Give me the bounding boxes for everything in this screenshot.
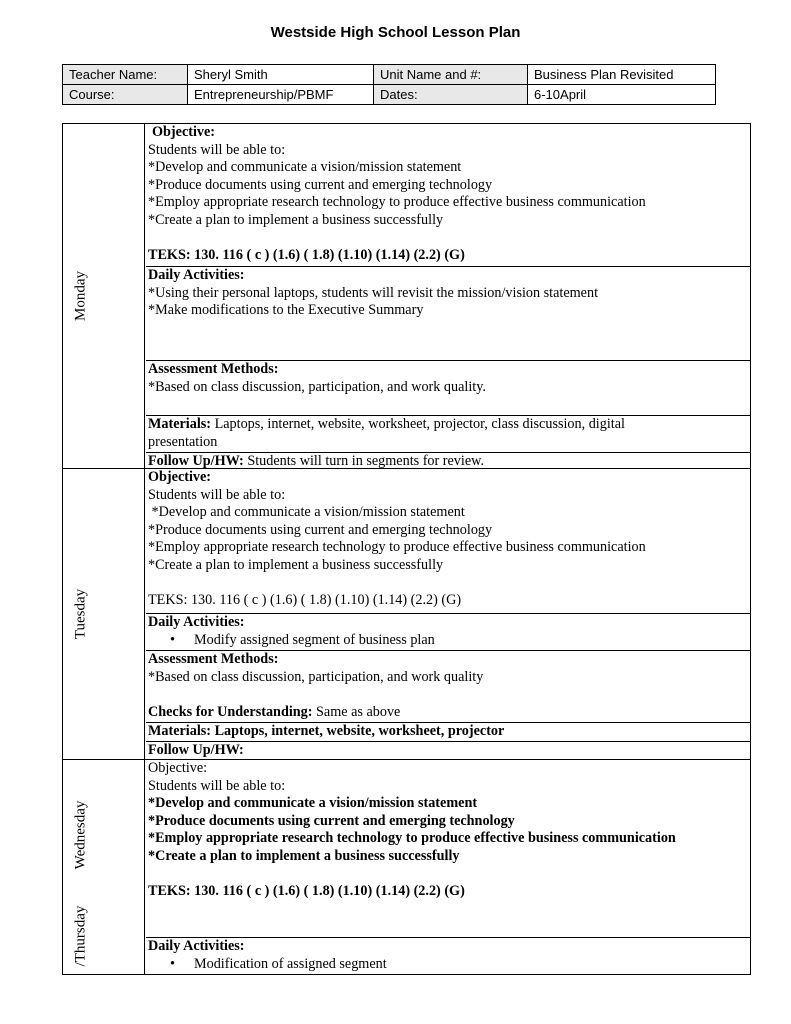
- objective-item: *Create a plan to implement a business successfully: [148, 556, 444, 573]
- objective-item: *Employ appropriate research technology to produce effective business communication: [148, 539, 646, 556]
- wednesday-objective: [146, 760, 751, 937]
- objective-item: *Produce documents using current and emerging technology: [148, 812, 515, 829]
- tuesday-followup: [146, 741, 751, 759]
- objective-item: *Develop and communicate a vision/mission statement: [148, 159, 462, 176]
- activities-heading: Daily Activities:: [148, 614, 245, 630]
- bullet-icon: •: [170, 631, 175, 648]
- teacher-label: Teacher Name:: [63, 65, 188, 85]
- day-label-wednesday: Wednesday /Thursday: [72, 800, 89, 967]
- objective-item: *Produce documents using current and emerging technology: [148, 521, 493, 538]
- objective-heading: Objective:: [148, 469, 212, 485]
- objective-item: *Produce documents using current and emerging technology: [148, 176, 493, 193]
- objective-item: *Develop and communicate a vision/mission statement: [148, 504, 465, 521]
- tuesday-activities: [146, 613, 751, 650]
- dates-label: Dates:: [374, 85, 528, 105]
- info-table: [62, 64, 716, 105]
- objective-item: *Employ appropriate research technology to produce effective business communication: [148, 830, 676, 847]
- teks-line: TEKS: 130. 116 ( c ) (1.6) ( 1.8) (1.10) (1.14) (2.2) (G): [148, 592, 462, 609]
- students-line: Students will be able to:: [148, 777, 286, 794]
- activity-item: • Modification of assigned segment: [170, 955, 387, 972]
- course-label: Course:: [63, 85, 188, 105]
- objective-heading: Objective:: [148, 760, 208, 776]
- monday-section: [146, 124, 751, 470]
- followup-heading: Follow Up/HW:: [148, 453, 244, 469]
- objective-item: *Create a plan to implement a business successfully: [148, 211, 444, 228]
- day-label-tuesday: Tuesday: [72, 588, 89, 640]
- tuesday-objective: [146, 469, 751, 613]
- bullet-icon: •: [170, 955, 175, 972]
- objective-item: *Create a plan to implement a business successfully: [148, 847, 460, 864]
- monday-assessment: [146, 360, 751, 415]
- followup-heading: Follow Up/HW:: [148, 742, 244, 758]
- monday-activities: [146, 266, 751, 360]
- activity-item: • Modify assigned segment of business plan: [170, 631, 435, 648]
- students-line: Students will be able to:: [148, 486, 286, 503]
- monday-materials: [146, 415, 751, 452]
- day-label-monday: Monday: [72, 271, 89, 321]
- objective-item: *Employ appropriate research technology to produce effective business communication: [148, 194, 646, 211]
- tuesday-assessment: [146, 650, 751, 722]
- activities-heading: Daily Activities:: [148, 938, 245, 954]
- wednesday-activities: [146, 937, 751, 974]
- assessment-item: *Based on class discussion, participation, and work quality.: [148, 378, 486, 395]
- unit-label: Unit Name and #:: [374, 65, 528, 85]
- students-line: Students will be able to:: [148, 141, 286, 158]
- materials-heading: Materials:: [148, 416, 212, 432]
- wednesday-section: [146, 760, 751, 974]
- page-title: Westside High School Lesson Plan: [270, 24, 521, 41]
- assessment-heading: Assessment Methods:: [148, 651, 279, 667]
- monday-followup: [146, 452, 751, 470]
- teks-line: TEKS: 130. 116 ( c ) (1.6) ( 1.8) (1.10) (1.14) (2.2) (G): [148, 247, 465, 264]
- course-value: Entrepreneurship/PBMF: [188, 85, 374, 105]
- unit-value: Business Plan Revisited: [528, 65, 716, 85]
- materials-text: Laptops, internet, website, worksheet, projector, class discussion, digital: [211, 416, 625, 432]
- objective-item: *Develop and communicate a vision/mission statement: [148, 795, 478, 812]
- teks-line: TEKS: 130. 116 ( c ) (1.6) ( 1.8) (1.10) (1.14) (2.2) (G): [148, 883, 465, 900]
- assessment-heading: Assessment Methods:: [148, 361, 279, 377]
- dates-value: 6-10April: [528, 85, 716, 105]
- materials-line: Materials: Laptops, internet, website, worksheet, projector: [148, 723, 505, 739]
- tuesday-section: [146, 469, 751, 759]
- activity-item: *Make modifications to the Executive Summary: [148, 302, 424, 319]
- day-column-divider: [144, 123, 145, 975]
- checks-heading: Checks for Understanding:: [148, 703, 313, 720]
- tuesday-materials: [146, 722, 751, 741]
- assessment-item: *Based on class discussion, participation, and work quality: [148, 668, 484, 685]
- activity-item: *Using their personal laptops, students will revisit the mission/vision statement: [148, 284, 599, 301]
- teacher-value: Sheryl Smith: [188, 65, 374, 85]
- checks-text: Same as above: [312, 703, 401, 720]
- materials-text: presentation: [148, 433, 218, 450]
- monday-objective: [146, 124, 751, 266]
- followup-text: Students will turn in segments for review.: [243, 453, 485, 469]
- objective-heading: Objective:: [152, 124, 216, 140]
- activities-heading: Daily Activities:: [148, 267, 245, 283]
